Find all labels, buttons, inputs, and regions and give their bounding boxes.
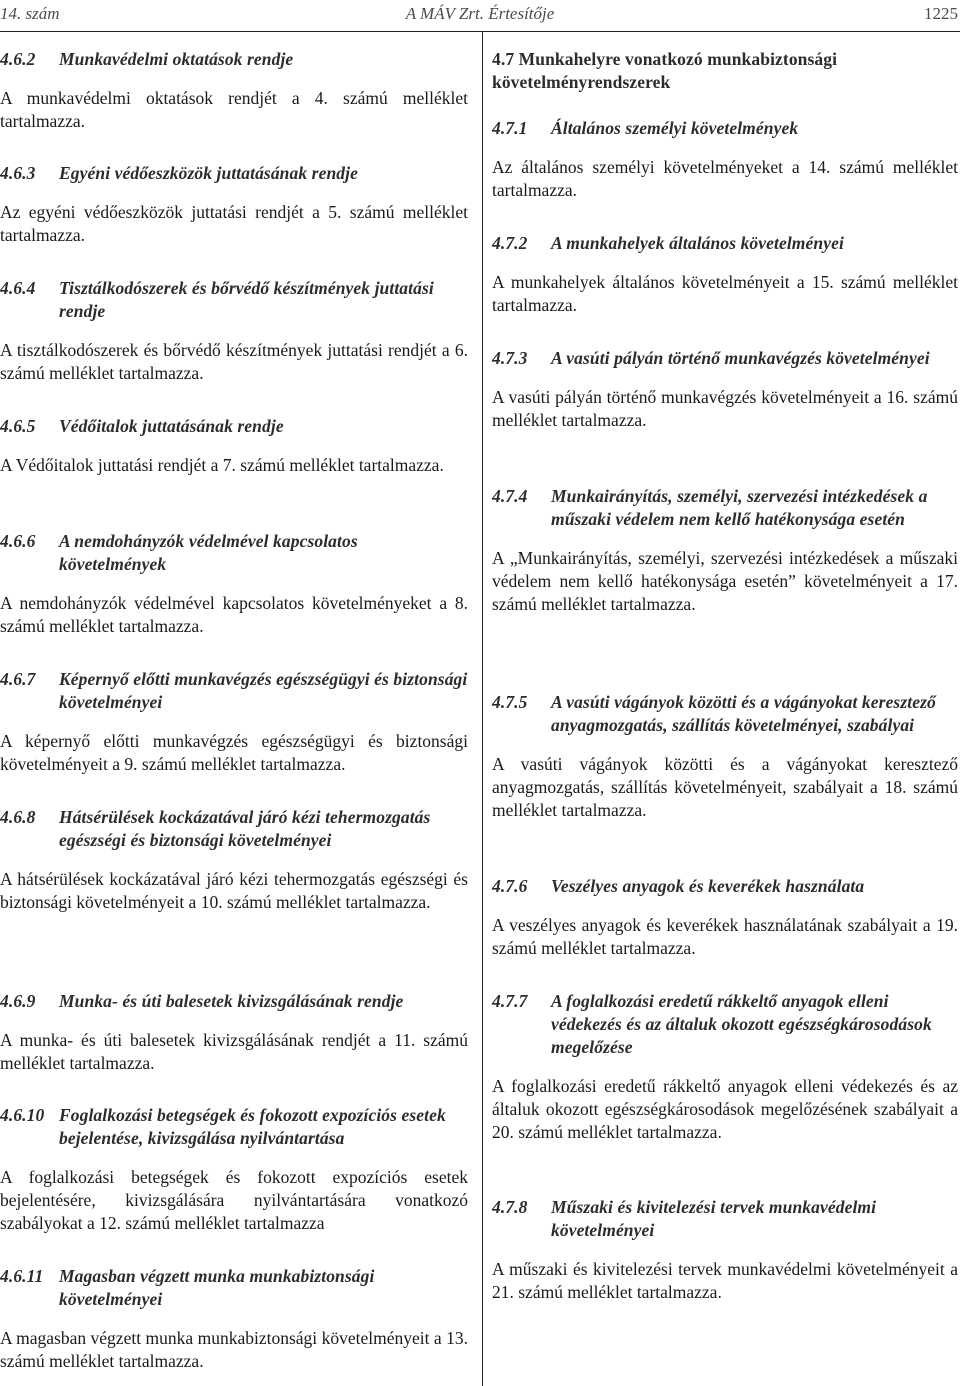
section-4-6-5	[0, 415, 468, 477]
section-body: A munka- és úti balesetek kivizsgálásának rendjét a 11. számú melléklet tartalmazza.	[0, 1030, 468, 1073]
section-number: 4.6.9	[0, 991, 36, 1011]
section-heading	[492, 485, 958, 531]
section-body: A vasúti pályán történő munkavégzés követelményeit a 16. számú melléklet tartalmazza.	[492, 387, 958, 430]
section-heading	[0, 806, 468, 852]
section-heading	[492, 691, 958, 737]
section-number: 4.7.4	[492, 486, 528, 506]
section-title: A vasúti vágányok közötti és a vágányokat keresztező anyagmozgatás, szállítás követelményei, szabályai	[551, 692, 936, 735]
section-title: Munkavédelmi oktatások rendje	[59, 49, 294, 69]
section-heading	[0, 277, 468, 323]
section-number: 4.7.7	[492, 991, 528, 1011]
section-title: Általános személyi követelmények	[551, 118, 799, 138]
section-number: 4.7.2	[492, 233, 528, 253]
section-body: A foglalkozási eredetű rákkeltő anyagok elleni védekezés és az általuk okozott egészségkárosodások megelőzésének szabályait a 20. számú melléklet tartalmazza.	[492, 1076, 958, 1142]
section-title: Foglalkozási betegségek és fokozott expozíciós esetek bejelentése, kivizsgálása nyilvántartása	[59, 1105, 446, 1148]
section-body: A magasban végzett munka munkabiztonsági követelményeit a 13. számú melléklet tartalmazza.	[0, 1328, 468, 1371]
section-body: A tisztálkodószerek és bőrvédő készítmények juttatási rendjét a 6. számú melléklet tartalmazza.	[0, 340, 468, 383]
section-number: 4.6.3	[0, 163, 36, 183]
section-4-7-3	[492, 347, 958, 432]
page-number: 1225	[924, 4, 958, 23]
section-title: A munkahelyek általános követelményei	[551, 233, 844, 253]
section-body: A Védőitalok juttatási rendjét a 7. számú melléklet tartalmazza.	[0, 455, 444, 475]
section-4-7-1	[492, 117, 958, 202]
section-4-6-6	[0, 530, 468, 638]
section-body: Az egyéni védőeszközök juttatási rendjét a 5. számú melléklet tartalmazza.	[0, 202, 468, 245]
section-title: Hátsérülések kockázatával járó kézi tehermozgatás egészségi és biztonsági követelményei	[59, 807, 431, 850]
section-number: 4.7.5	[492, 692, 528, 712]
section-title: Egyéni védőeszközök juttatásának rendje	[59, 163, 358, 183]
section-heading	[0, 1265, 468, 1311]
section-title: Képernyő előtti munkavégzés egészségügyi és biztonsági követelményei	[59, 669, 468, 712]
section-number: 4.6.5	[0, 416, 36, 436]
section-number: 4.7.8	[492, 1197, 528, 1217]
section-number: 4.7.6	[492, 876, 528, 896]
section-number: 4.6.10	[0, 1105, 45, 1125]
section-heading	[0, 48, 468, 71]
section-4-6-2	[0, 48, 468, 133]
section-number: 4.6.2	[0, 49, 36, 69]
section-4-7-2	[492, 232, 958, 317]
section-title: A nemdohányzók védelmével kapcsolatos követelmények	[59, 531, 358, 574]
section-body: A „Munkairányítás, személyi, szervezési intézkedések a műszaki védelem nem kellő hatékonysága esetén” követelményeit a 17. számú melléklet tartalmazza.	[492, 548, 958, 614]
section-title: Munkairányítás, személyi, szervezési intézkedések a műszaki védelem nem kellő hatékonysága esetén	[551, 486, 928, 529]
section-heading	[0, 530, 468, 576]
section-heading	[0, 1104, 468, 1150]
section-body: A nemdohányzók védelmével kapcsolatos követelményeket a 8. számú melléklet tartalmazza.	[0, 593, 468, 636]
section-title: Védőitalok juttatásának rendje	[59, 416, 284, 436]
section-title: A vasúti pályán történő munkavégzés követelményei	[551, 348, 930, 368]
section-4-6-9	[0, 990, 468, 1075]
publication-title: A MÁV Zrt. Értesítője	[405, 4, 555, 23]
section-4-6-4	[0, 277, 468, 385]
section-4-7-6	[492, 875, 958, 960]
section-body: Az általános személyi követelményeket a 14. számú melléklet tartalmazza.	[492, 157, 958, 200]
section-number: 4.6.4	[0, 278, 36, 298]
section-4-7-4	[492, 485, 958, 616]
section-body: A veszélyes anyagok és keverékek használatának szabályait a 19. számú melléklet tartalmazza.	[492, 915, 958, 958]
section-heading	[492, 232, 958, 255]
section-title: Magasban végzett munka munkabiztonsági követelményei	[59, 1266, 375, 1309]
section-body: A műszaki és kivitelezési tervek munkavédelmi követelményeit a 21. számú melléklet tartalmazza.	[492, 1259, 958, 1302]
section-4-7-7	[492, 990, 958, 1144]
section-number: 4.6.8	[0, 807, 36, 827]
section-heading	[0, 162, 468, 185]
section-number: 4.6.11	[0, 1266, 44, 1286]
section-title: Veszélyes anyagok és keverékek használata	[551, 876, 865, 896]
section-4-6-8	[0, 806, 468, 914]
section-body: A foglalkozási betegségek és fokozott expozíciós esetek bejelentésére, kivizsgálására nyilvántartására vonatkozó szabályokat a 12. számú melléklet tartalmazza	[0, 1167, 468, 1233]
section-4-7-5	[492, 691, 958, 822]
section-heading	[492, 347, 958, 370]
section-body: A munkavédelmi oktatások rendjét a 4. számú melléklet tartalmazza.	[0, 88, 468, 131]
section-number: 4.6.6	[0, 531, 36, 551]
section-body: A hátsérülések kockázatával járó kézi tehermozgatás egészségi és biztonsági követelményeit a 10. számú melléklet tartalmazza.	[0, 869, 468, 912]
section-heading	[492, 875, 958, 898]
section-heading	[492, 1196, 958, 1242]
section-title: A foglalkozási eredetű rákkeltő anyagok elleni védekezés és az általuk okozott egészségkárosodások megelőzése	[551, 991, 932, 1057]
section-4-6-11	[0, 1265, 468, 1373]
chapter-heading: 4.7 Munkahelyre vonatkozó munkabiztonsági követelményrendszerek	[492, 49, 838, 92]
section-title: Munka- és úti balesetek kivizsgálásának rendje	[59, 991, 404, 1011]
issue-number: 14. szám	[0, 4, 60, 23]
section-heading	[0, 990, 468, 1013]
section-number: 4.7.1	[492, 118, 528, 138]
section-body: A vasúti vágányok közötti és a vágányokat keresztező anyagmozgatás, szállítás követelményeit, szabályait a 18. számú melléklet tartalmazza.	[492, 754, 958, 820]
column-divider	[482, 32, 483, 1386]
section-4-7	[492, 48, 958, 94]
section-heading	[492, 990, 958, 1059]
section-heading	[0, 668, 468, 714]
section-heading	[0, 415, 468, 438]
section-4-6-10	[0, 1104, 468, 1235]
header-rule	[0, 31, 960, 32]
section-4-7-8	[492, 1196, 958, 1304]
section-4-6-3	[0, 162, 468, 247]
section-heading	[492, 117, 958, 140]
page-header	[0, 0, 960, 30]
section-number: 4.6.7	[0, 669, 36, 689]
section-title: Tisztálkodószerek és bőrvédő készítmények juttatási rendje	[59, 278, 434, 321]
section-title: Műszaki és kivitelezési tervek munkavédelmi követelményei	[551, 1197, 877, 1240]
section-body: A képernyő előtti munkavégzés egészségügyi és biztonsági követelményeit a 9. számú melléklet tartalmazza.	[0, 731, 468, 774]
section-number: 4.7.3	[492, 348, 528, 368]
section-body: A munkahelyek általános követelményeit a 15. számú melléklet tartalmazza.	[492, 272, 958, 315]
section-4-6-7	[0, 668, 468, 776]
